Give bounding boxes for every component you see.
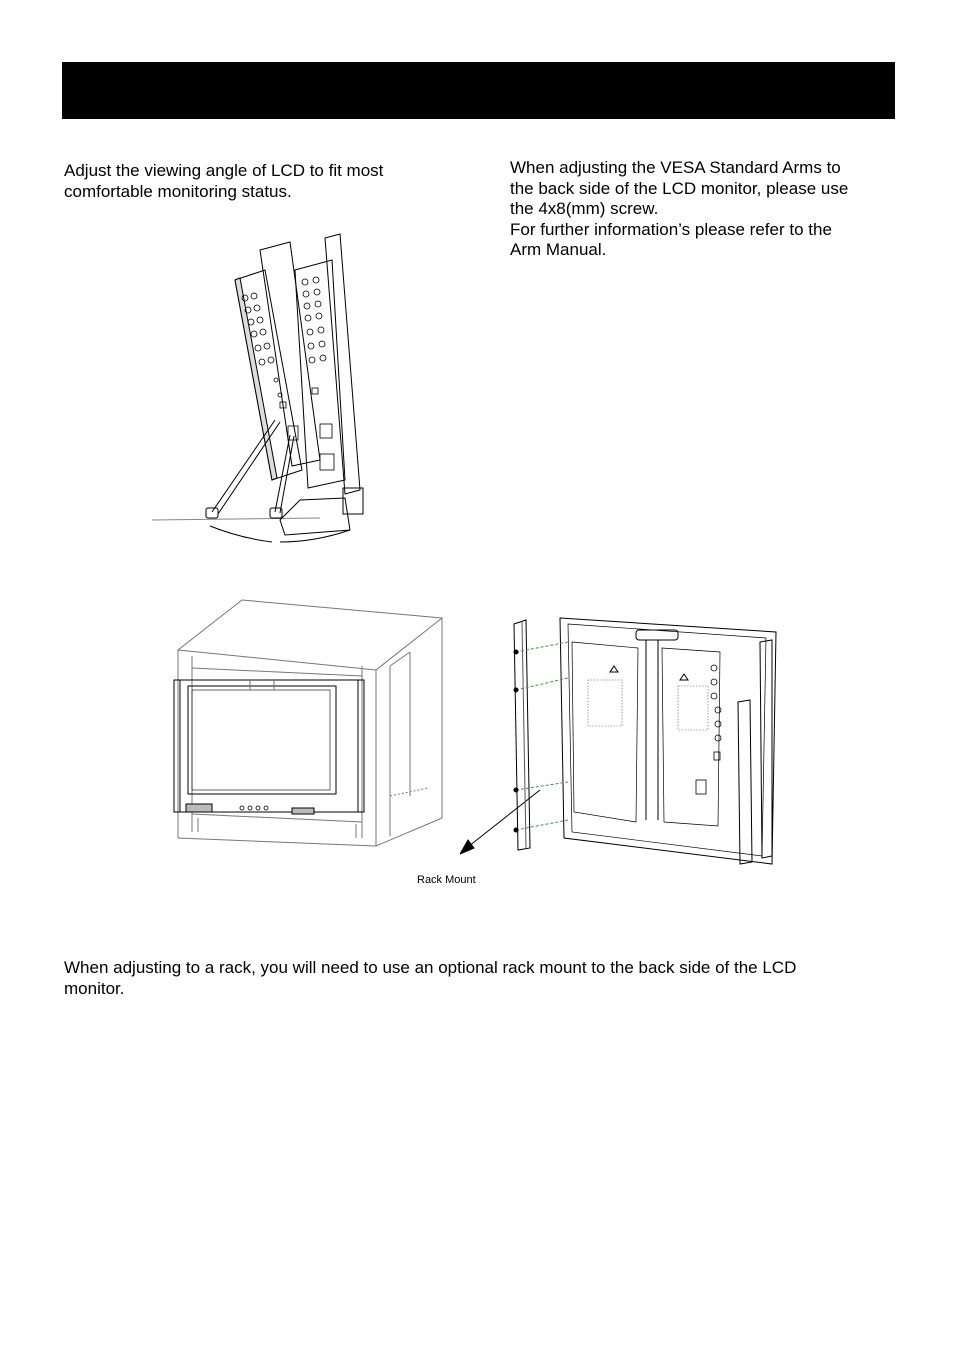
rack-instructions bbox=[64, 958, 864, 999]
tilt-angle-illustration bbox=[140, 230, 380, 550]
vesa-line-2: the back side of the LCD monitor, please use bbox=[510, 178, 849, 198]
vesa-line-3: the 4x8(mm) screw. bbox=[510, 199, 659, 218]
tilt-line-1: Adjust the viewing angle of LCD to fit most bbox=[64, 161, 384, 180]
vesa-instructions bbox=[510, 158, 890, 261]
rack-mount-back-illustration bbox=[460, 612, 790, 874]
vesa-line-4: For further information’s please refer to the bbox=[510, 219, 832, 239]
rack-cabinet-illustration bbox=[170, 596, 450, 856]
tilt-line-2: comfortable monitoring status. bbox=[64, 181, 292, 201]
rack-mount-caption: Rack Mount bbox=[417, 874, 476, 886]
rack-line-2: monitor. bbox=[64, 978, 125, 998]
header-bar bbox=[62, 62, 895, 119]
vesa-line-1: When adjusting the VESA Standard Arms to bbox=[510, 158, 841, 177]
vesa-line-5: Arm Manual. bbox=[510, 240, 607, 259]
tilt-instructions bbox=[64, 161, 454, 202]
rack-line-1: When adjusting to a rack, you will need to use an optional rack mount to the back side of the LCD bbox=[64, 958, 797, 977]
